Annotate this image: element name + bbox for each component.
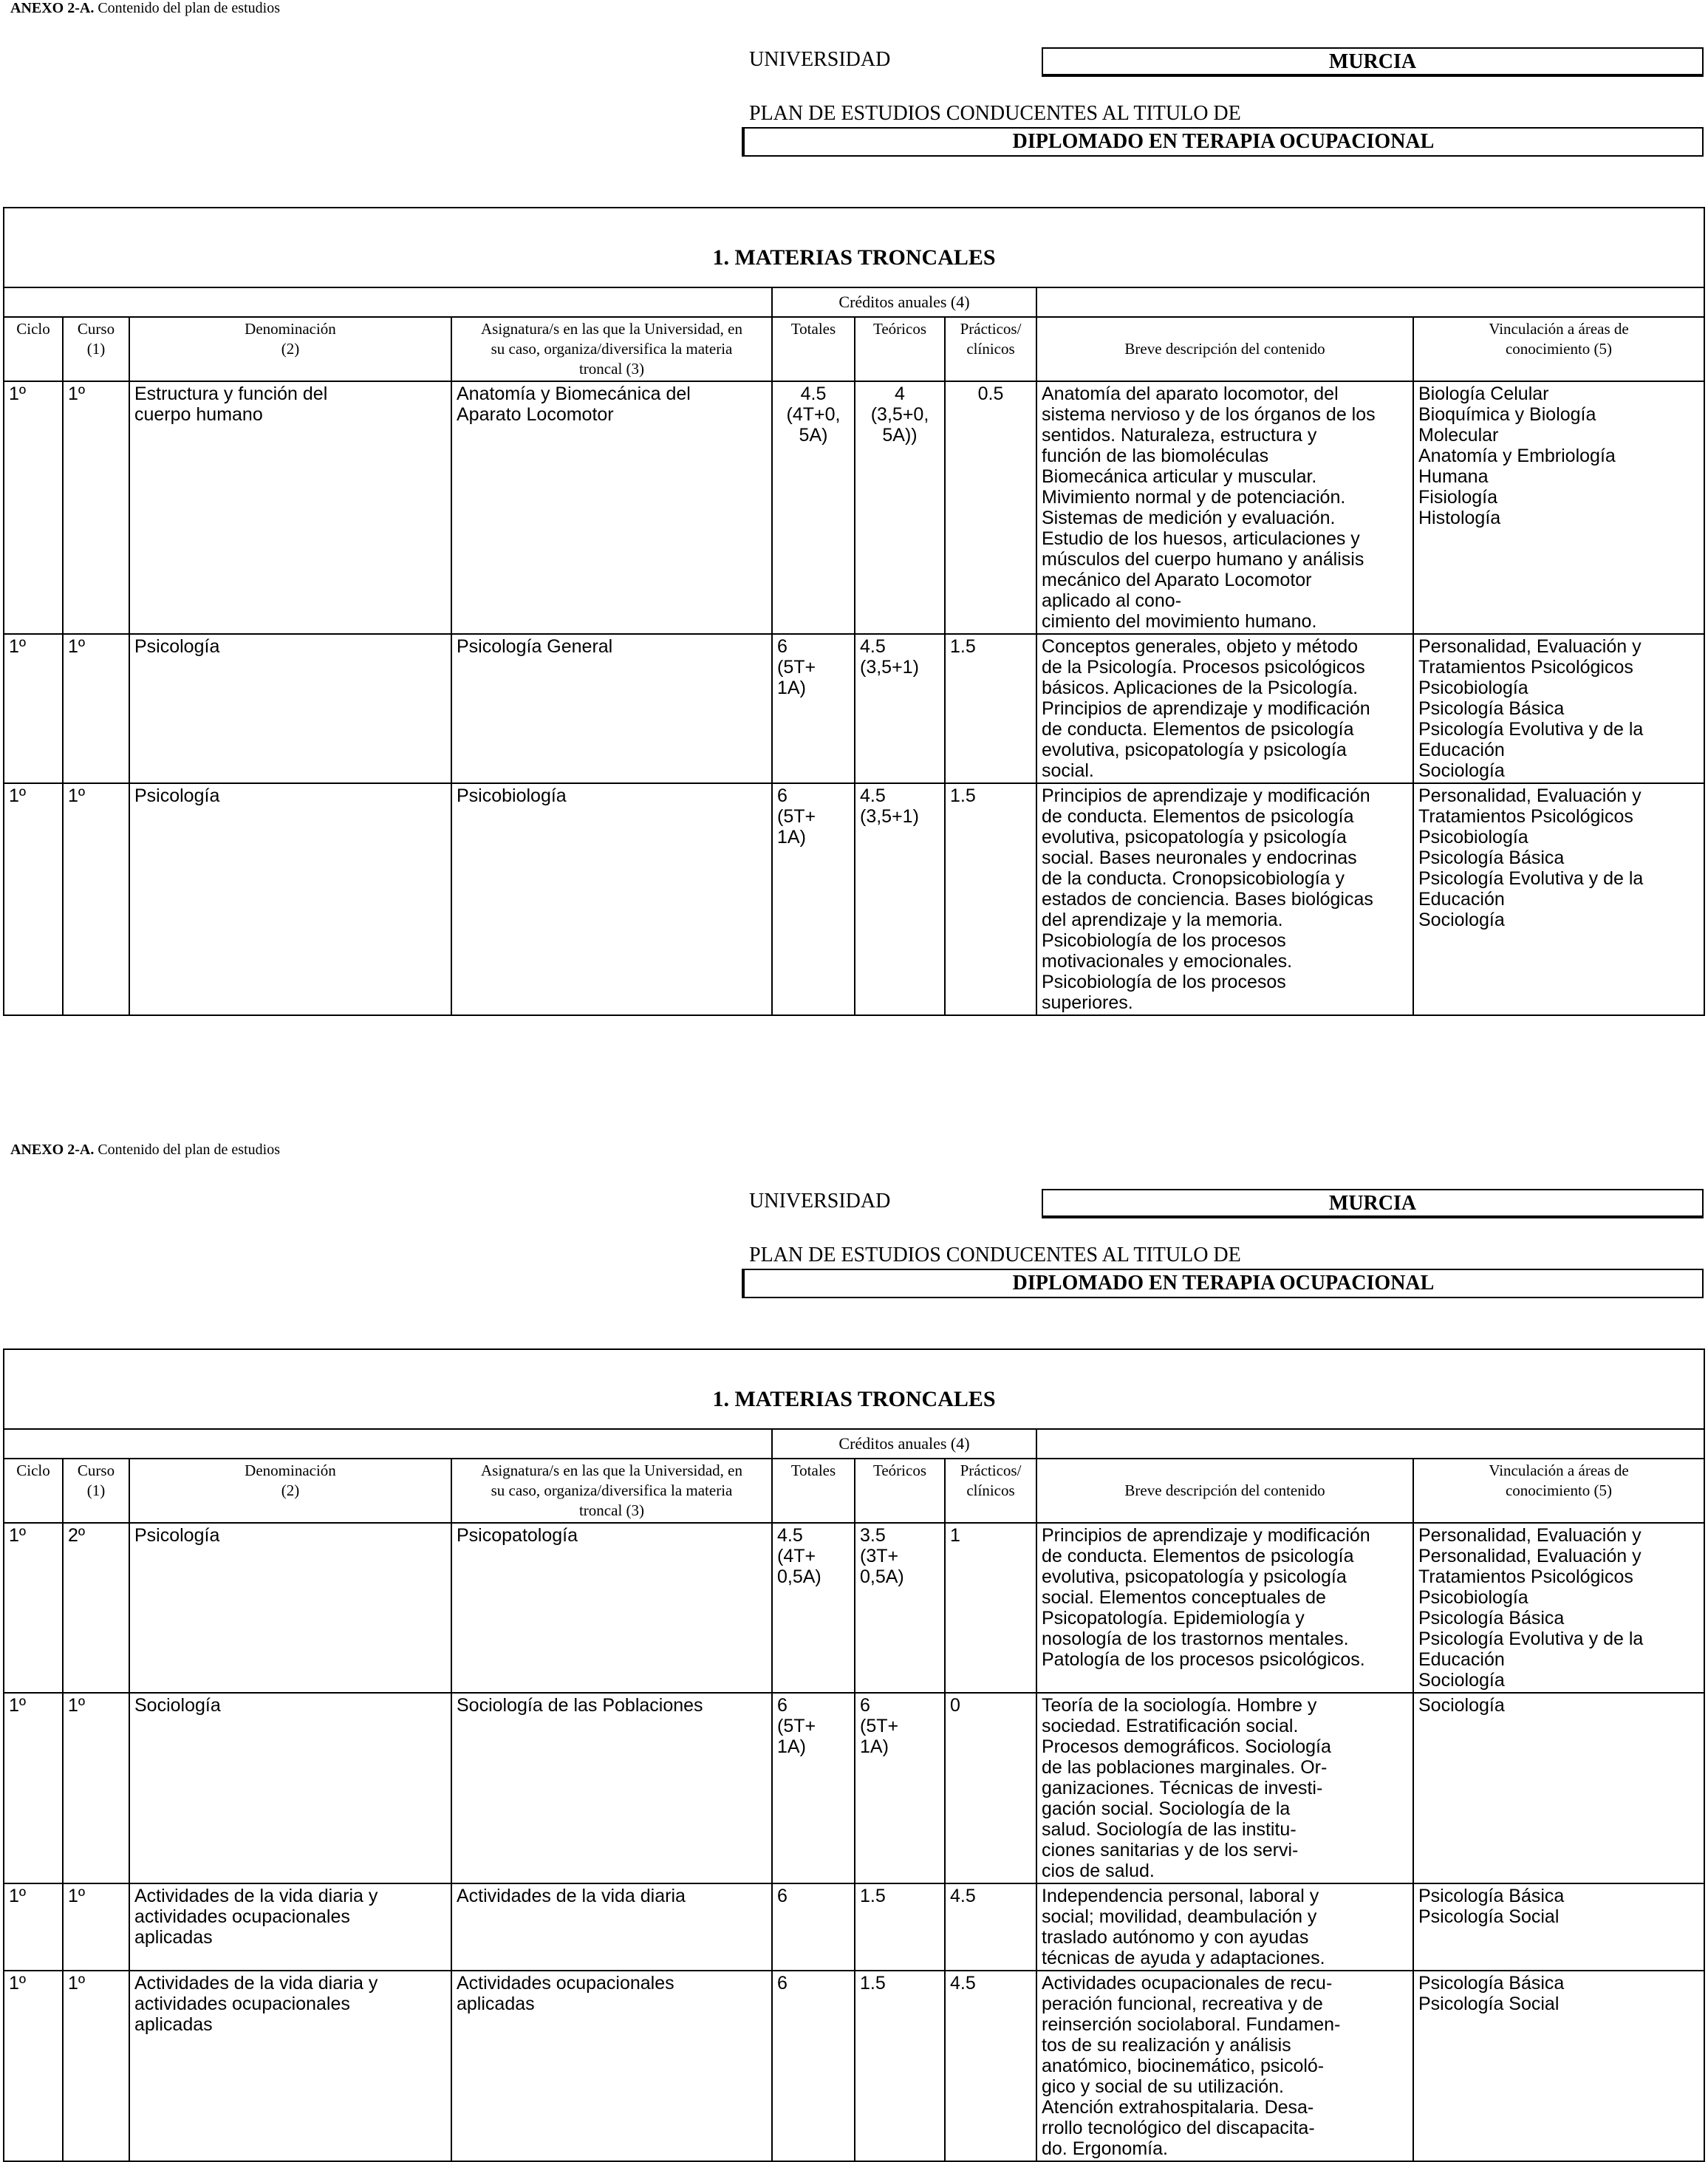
table-row — [4, 1971, 1704, 2161]
cell-totales — [772, 381, 855, 634]
cell-teoricos — [855, 783, 945, 1015]
cell-descripcion-line: salud. Sociología de las institu- — [1042, 1819, 1297, 1840]
cell-teoricos-line: (3,5+1) — [860, 657, 919, 678]
cell-descripcion-line: peración funcional, recreativa y de — [1042, 1994, 1323, 2014]
header-line: Asignatura/s en las que la Universidad, en — [481, 320, 742, 338]
header-teoricos: Teóricos — [855, 1459, 945, 1523]
cell-vinculacion-line: Psicobiología — [1418, 1587, 1528, 1608]
header-line: Denominación — [245, 1462, 336, 1479]
header-line: (2) — [281, 340, 300, 358]
cell-teoricos-line: 6 — [860, 1695, 870, 1716]
cell-vinculacion-line: Psicología Social — [1418, 1994, 1560, 2014]
cell-descripcion-line: estados de conciencia. Bases biológicas — [1042, 889, 1373, 910]
header-blank-right — [1036, 287, 1704, 317]
cell-descripcion-line: del aprendizaje y la memoria. — [1042, 910, 1283, 930]
cell-vinculacion — [1413, 1523, 1704, 1693]
cell-descripcion-line: básicos. Aplicaciones de la Psicología. — [1042, 678, 1359, 698]
cell-asignatura-line: Aparato Locomotor — [457, 404, 614, 425]
cell-totales — [772, 1693, 855, 1883]
header-line: su caso, organiza/diversifica la materia — [491, 1481, 733, 1499]
cell-totales-line: 6 — [777, 1695, 788, 1716]
plan-label: PLAN DE ESTUDIOS CONDUCENTES AL TITULO DE — [749, 102, 1241, 125]
header-totales: Totales — [772, 317, 855, 381]
cell-descripcion — [1036, 1971, 1413, 2161]
cell-descripcion — [1036, 1883, 1413, 1971]
header-descripcion: Breve descripción del contenido — [1036, 1459, 1413, 1523]
cell-ciclo: 1º — [4, 1971, 63, 2161]
cell-vinculacion — [1413, 783, 1704, 1015]
cell-vinculacion-line: Bioquímica y Biología — [1418, 404, 1596, 425]
cell-descripcion-line: Estudio de los huesos, articulaciones y — [1042, 528, 1360, 549]
cell-ciclo: 1º — [4, 1693, 63, 1883]
cell-asignatura — [451, 381, 772, 634]
cell-descripcion-line: Mivimiento normal y de potenciación. — [1042, 487, 1346, 508]
table-row — [4, 1883, 1704, 1971]
creditos-anuales-header: Créditos anuales (4) — [772, 287, 1036, 317]
cell-curso: 1º — [63, 381, 129, 634]
cell-totales — [772, 1883, 855, 1971]
header-line: Vinculación a áreas de — [1489, 320, 1629, 338]
cell-descripcion-line: Teoría de la sociología. Hombre y — [1042, 1695, 1317, 1716]
cell-denominacion-line: actividades ocupacionales — [134, 1994, 350, 2014]
cell-curso: 1º — [63, 1883, 129, 1971]
cell-denominacion — [129, 1693, 451, 1883]
cell-descripcion-line: sentidos. Naturaleza, estructura y — [1042, 425, 1317, 446]
cell-descripcion-line: social; movilidad, deambulación y — [1042, 1906, 1317, 1927]
cell-descripcion-line: Biomecánica articular y muscular. — [1042, 466, 1317, 487]
header-denominacion — [129, 317, 451, 381]
cell-totales-line: 1A) — [777, 827, 806, 848]
cell-vinculacion-line: Molecular — [1418, 425, 1499, 446]
section-title-row — [4, 208, 1704, 287]
cell-asignatura — [451, 1693, 772, 1883]
header-line: (1) — [86, 1481, 106, 1499]
header-teoricos: Teóricos — [855, 317, 945, 381]
cell-descripcion-line: de conducta. Elementos de psicología — [1042, 1546, 1354, 1566]
cell-practicos — [945, 1693, 1036, 1883]
cell-totales-line: 6 — [777, 636, 788, 657]
cell-vinculacion-line: Fisiología — [1418, 487, 1497, 508]
cell-denominacion-line: Psicología — [134, 636, 220, 657]
materias-troncales-table — [3, 207, 1705, 1016]
header-line: clínicos — [966, 340, 1015, 358]
header-ciclo: Ciclo — [4, 317, 63, 381]
cell-descripcion-line: Principios de aprendizaje y modificación — [1042, 698, 1370, 719]
cell-vinculacion-line: Histología — [1418, 508, 1501, 528]
cell-denominacion-line: cuerpo humano — [134, 404, 263, 425]
cell-vinculacion-line: Psicología Básica — [1418, 698, 1565, 719]
section-title: 1. MATERIAS TRONCALES — [4, 1349, 1704, 1429]
cell-teoricos — [855, 1883, 945, 1971]
cell-curso: 2º — [63, 1523, 129, 1693]
cell-descripcion-line: Actividades ocupacionales de recu- — [1042, 1973, 1333, 1994]
universidad-value: MURCIA — [1042, 1189, 1704, 1218]
cell-descripcion-line: nosología de los trastornos mentales. — [1042, 1629, 1349, 1649]
cell-vinculacion-line: Sociología — [1418, 760, 1505, 781]
header-practicos — [945, 1459, 1036, 1523]
cell-vinculacion-line: Educación — [1418, 1649, 1505, 1670]
cell-descripcion-line: Conceptos generales, objeto y método — [1042, 636, 1359, 657]
cell-descripcion-line: superiores. — [1042, 992, 1133, 1013]
header-line: Curso — [77, 1462, 115, 1479]
cell-denominacion-line: Actividades de la vida diaria y — [134, 1886, 378, 1906]
cell-teoricos-line: 1.5 — [860, 1886, 886, 1906]
cell-teoricos — [855, 1971, 945, 2161]
cell-vinculacion — [1413, 634, 1704, 783]
header-line: troncal (3) — [578, 1501, 645, 1519]
cell-descripcion — [1036, 1523, 1413, 1693]
header-line: (2) — [281, 1481, 300, 1499]
cell-descripcion-line: evolutiva, psicopatología y psicología — [1042, 1566, 1347, 1587]
header-line: troncal (3) — [578, 360, 645, 378]
cell-totales-line: 6 — [777, 1973, 788, 1994]
cell-practicos — [945, 783, 1036, 1015]
cell-descripcion-line: de conducta. Elementos de psicología — [1042, 806, 1354, 827]
header-line: Denominación — [245, 320, 336, 338]
cell-descripcion-line: aplicado al cono- — [1042, 590, 1182, 611]
document-page-2 — [0, 1142, 1708, 2159]
cell-asignatura-line: Psicopatología — [457, 1525, 578, 1546]
degree-title: DIPLOMADO EN TERAPIA OCUPACIONAL — [742, 1269, 1704, 1298]
cell-practicos — [945, 381, 1036, 634]
cell-totales-line: (5T+ — [777, 657, 816, 678]
cell-teoricos-line: (3T+ — [860, 1546, 899, 1566]
cell-denominacion — [129, 1971, 451, 2161]
cell-descripcion — [1036, 381, 1413, 634]
cell-asignatura — [451, 783, 772, 1015]
cell-vinculacion-line: Psicobiología — [1418, 678, 1528, 698]
cell-vinculacion-line: Tratamientos Psicológicos — [1418, 1566, 1633, 1587]
cell-descripcion-line: ciones sanitarias y de los servi- — [1042, 1840, 1299, 1861]
cell-vinculacion-line: Psicología Evolutiva y de la — [1418, 719, 1644, 740]
cell-teoricos-line: (3,5+0, — [870, 404, 929, 425]
cell-totales-line: 6 — [777, 1886, 788, 1906]
cell-descripcion-line: de la conducta. Cronopsicobiología y — [1042, 868, 1345, 889]
cell-asignatura-line: aplicadas — [457, 1994, 535, 2014]
cell-asignatura-line: Actividades ocupacionales — [457, 1973, 674, 1994]
cell-descripcion-line: Atención extrahospitalaria. Desa- — [1042, 2097, 1314, 2118]
cell-practicos — [945, 1523, 1036, 1693]
cell-descripcion-line: anatómico, biocinemático, psicoló- — [1042, 2056, 1325, 2076]
degree-title: DIPLOMADO EN TERAPIA OCUPACIONAL — [742, 127, 1704, 157]
cell-vinculacion-line: Sociología — [1418, 1695, 1505, 1716]
cell-denominacion-line: Sociología — [134, 1695, 221, 1716]
cell-descripcion-line: reinserción sociolaboral. Fundamen- — [1042, 2014, 1341, 2035]
header-curso — [63, 317, 129, 381]
cell-denominacion — [129, 634, 451, 783]
cell-teoricos — [855, 634, 945, 783]
annex-header — [10, 1142, 280, 1159]
cell-teoricos-line: 4.5 — [860, 785, 886, 806]
cell-totales — [772, 1971, 855, 2161]
cell-descripcion-line: gación social. Sociología de la — [1042, 1798, 1291, 1819]
cell-denominacion — [129, 1883, 451, 1971]
cell-descripcion-line: traslado autónomo y con ayudas — [1042, 1927, 1309, 1948]
cell-totales-line: 0,5A) — [777, 1566, 821, 1587]
cell-practicos-line: 1.5 — [950, 636, 976, 657]
cell-asignatura — [451, 634, 772, 783]
cell-denominacion-line: Psicología — [134, 785, 220, 806]
materias-troncales-table — [3, 1348, 1705, 2162]
cell-totales-line: 1A) — [777, 1736, 806, 1757]
cell-totales — [772, 634, 855, 783]
section-title: 1. MATERIAS TRONCALES — [4, 208, 1704, 287]
cell-descripcion-line: social. — [1042, 760, 1094, 781]
cell-descripcion — [1036, 634, 1413, 783]
cell-descripcion-line: ganizaciones. Técnicas de investi- — [1042, 1778, 1323, 1798]
cell-vinculacion — [1413, 1883, 1704, 1971]
annex-description: Contenido del plan de estudios — [94, 1142, 280, 1158]
header-ciclo: Ciclo — [4, 1459, 63, 1523]
cell-teoricos — [855, 1693, 945, 1883]
cell-asignatura-line: Psicología General — [457, 636, 613, 657]
cell-denominacion-line: actividades ocupacionales — [134, 1906, 350, 1927]
cell-descripcion-line: social. Bases neuronales y endocrinas — [1042, 848, 1357, 868]
header-line: conocimiento (5) — [1505, 1481, 1613, 1499]
universidad-value: MURCIA — [1042, 47, 1704, 77]
header-line: su caso, organiza/diversifica la materia — [491, 340, 733, 358]
cell-asignatura — [451, 1883, 772, 1971]
cell-descripcion-line: Sistemas de medición y evaluación. — [1042, 508, 1336, 528]
cell-descripcion-line: Psicobiología de los procesos — [1042, 930, 1286, 951]
table-row — [4, 1693, 1704, 1883]
cell-teoricos-line: 4 — [895, 383, 905, 404]
cell-practicos — [945, 634, 1036, 783]
table-row — [4, 381, 1704, 634]
cell-descripcion-line: Principios de aprendizaje y modificación — [1042, 1525, 1370, 1546]
cell-totales-line: (4T+ — [777, 1546, 816, 1566]
cell-ciclo: 1º — [4, 634, 63, 783]
cell-teoricos — [855, 381, 945, 634]
cell-vinculacion-line: Tratamientos Psicológicos — [1418, 806, 1633, 827]
cell-descripcion-line: mecánico del Aparato Locomotor — [1042, 570, 1312, 590]
cell-vinculacion-line: Personalidad, Evaluación y — [1418, 1525, 1642, 1546]
cell-descripcion-line: social. Elementos conceptuales de — [1042, 1587, 1326, 1608]
cell-teoricos-line: (5T+ — [860, 1716, 899, 1736]
cell-vinculacion — [1413, 1971, 1704, 2161]
credits-header-row — [4, 287, 1704, 317]
cell-descripcion-line: do. Ergonomía. — [1042, 2138, 1168, 2159]
cell-descripcion-line: técnicas de ayuda y adaptaciones. — [1042, 1948, 1325, 1968]
header-totales: Totales — [772, 1459, 855, 1523]
cell-vinculacion-line: Sociología — [1418, 1670, 1505, 1691]
header-blank-right — [1036, 1429, 1704, 1459]
cell-teoricos-line: 1A) — [860, 1736, 889, 1757]
header-line: Prácticos/ — [960, 320, 1022, 338]
cell-descripcion-line: Procesos demográficos. Sociología — [1042, 1736, 1331, 1757]
cell-totales-line: 5A) — [799, 425, 828, 446]
cell-asignatura-line: Anatomía y Biomecánica del — [457, 383, 691, 404]
cell-ciclo: 1º — [4, 381, 63, 634]
cell-descripcion-line: de las poblaciones marginales. Or- — [1042, 1757, 1328, 1778]
cell-vinculacion-line: Personalidad, Evaluación y — [1418, 785, 1642, 806]
cell-descripcion-line: Anatomía del aparato locomotor, del — [1042, 383, 1339, 404]
cell-denominacion-line: aplicadas — [134, 2014, 213, 2035]
cell-descripcion — [1036, 1693, 1413, 1883]
cell-descripcion-line: sociedad. Estratificación social. — [1042, 1716, 1299, 1736]
column-header-row — [4, 1459, 1704, 1523]
cell-practicos-line: 1 — [950, 1525, 960, 1546]
cell-teoricos-line: 0,5A) — [860, 1566, 904, 1587]
header-line: clínicos — [966, 1481, 1015, 1499]
cell-denominacion-line: Actividades de la vida diaria y — [134, 1973, 378, 1994]
universidad-label: UNIVERSIDAD — [749, 48, 891, 71]
cell-vinculacion-line: Psicobiología — [1418, 827, 1528, 848]
header-asignatura — [451, 1459, 772, 1523]
cell-totales-line: 6 — [777, 785, 788, 806]
cell-vinculacion-line: Psicología Básica — [1418, 1973, 1565, 1994]
credits-header-row — [4, 1429, 1704, 1459]
cell-practicos-line: 4.5 — [950, 1886, 976, 1906]
cell-vinculacion-line: Humana — [1418, 466, 1489, 487]
cell-asignatura-line: Sociología de las Poblaciones — [457, 1695, 703, 1716]
header-line: conocimiento (5) — [1505, 340, 1613, 358]
header-denominacion — [129, 1459, 451, 1523]
cell-totales-line: (5T+ — [777, 1716, 816, 1736]
cell-practicos-line: 0 — [950, 1695, 960, 1716]
table-row — [4, 783, 1704, 1015]
cell-descripcion-line: de la Psicología. Procesos psicológicos — [1042, 657, 1365, 678]
cell-descripcion-line: evolutiva, psicopatología y psicología — [1042, 740, 1347, 760]
cell-curso: 1º — [63, 1693, 129, 1883]
cell-totales-line: (5T+ — [777, 806, 816, 827]
cell-descripcion-line: Independencia personal, laboral y — [1042, 1886, 1319, 1906]
cell-ciclo: 1º — [4, 783, 63, 1015]
cell-asignatura — [451, 1523, 772, 1693]
column-header-row — [4, 317, 1704, 381]
cell-denominacion-line: Estructura y función del — [134, 383, 328, 404]
cell-vinculacion-line: Psicología Evolutiva y de la — [1418, 868, 1644, 889]
cell-denominacion-line: aplicadas — [134, 1927, 213, 1948]
cell-descripcion-line: gico y social de su utilización. — [1042, 2076, 1284, 2097]
creditos-anuales-header: Créditos anuales (4) — [772, 1429, 1036, 1459]
cell-teoricos-line: 5A)) — [882, 425, 918, 446]
header-line: Asignatura/s en las que la Universidad, en — [481, 1462, 742, 1479]
table-row — [4, 1523, 1704, 1693]
cell-teoricos-line: 3.5 — [860, 1525, 886, 1546]
cell-teoricos-line: (3,5+1) — [860, 806, 919, 827]
cell-descripcion-line: músculos del cuerpo humano y análisis — [1042, 549, 1364, 570]
cell-descripcion-line: Psicobiología de los procesos — [1042, 972, 1286, 992]
annex-description: Contenido del plan de estudios — [94, 0, 280, 16]
cell-denominacion — [129, 783, 451, 1015]
document-page-1 — [0, 0, 1708, 1034]
cell-asignatura-line: Psicobiología — [457, 785, 567, 806]
cell-denominacion-line: Psicología — [134, 1525, 220, 1546]
cell-vinculacion-line: Psicología Básica — [1418, 1886, 1565, 1906]
cell-teoricos-line: 1.5 — [860, 1973, 886, 1994]
cell-descripcion-line: cimiento del movimiento humano. — [1042, 611, 1317, 632]
header-line: Vinculación a áreas de — [1489, 1462, 1629, 1479]
cell-practicos-line: 0.5 — [977, 383, 1004, 404]
plan-label: PLAN DE ESTUDIOS CONDUCENTES AL TITULO DE — [749, 1244, 1241, 1266]
cell-asignatura — [451, 1971, 772, 2161]
cell-vinculacion-line: Psicología Evolutiva y de la — [1418, 1629, 1644, 1649]
cell-vinculacion-line: Anatomía y Embriología — [1418, 446, 1616, 466]
cell-practicos-line: 4.5 — [950, 1973, 976, 1994]
cell-descripcion-line: Psicopatología. Epidemiología y — [1042, 1608, 1305, 1629]
cell-descripcion-line: Principios de aprendizaje y modificación — [1042, 785, 1370, 806]
cell-curso: 1º — [63, 634, 129, 783]
header-line: Curso — [77, 320, 115, 338]
cell-descripcion-line: evolutiva, psicopatología y psicología — [1042, 827, 1347, 848]
cell-totales-line: 4.5 — [777, 1525, 803, 1546]
universidad-label: UNIVERSIDAD — [749, 1190, 891, 1213]
header-blank-left — [4, 287, 772, 317]
cell-asignatura-line: Actividades de la vida diaria — [457, 1886, 686, 1906]
cell-totales — [772, 1523, 855, 1693]
cell-practicos — [945, 1971, 1036, 2161]
cell-vinculacion-line: Biología Celular — [1418, 383, 1549, 404]
cell-descripcion-line: motivacionales y emocionales. — [1042, 951, 1293, 972]
cell-totales-line: (4T+0, — [786, 404, 841, 425]
cell-descripcion-line: función de las biomoléculas — [1042, 446, 1269, 466]
header-vinculacion — [1413, 1459, 1704, 1523]
cell-practicos — [945, 1883, 1036, 1971]
header-line: Prácticos/ — [960, 1462, 1022, 1479]
cell-ciclo: 1º — [4, 1523, 63, 1693]
cell-totales — [772, 783, 855, 1015]
cell-totales-line: 4.5 — [800, 383, 827, 404]
cell-descripcion-line: Patología de los procesos psicológicos. — [1042, 1649, 1365, 1670]
header-practicos — [945, 317, 1036, 381]
cell-vinculacion-line: Educación — [1418, 889, 1505, 910]
cell-practicos-line: 1.5 — [950, 785, 976, 806]
cell-vinculacion-line: Sociología — [1418, 910, 1505, 930]
cell-vinculacion-line: Tratamientos Psicológicos — [1418, 657, 1633, 678]
cell-descripcion-line: rrollo tecnológico del discapacita- — [1042, 2118, 1315, 2138]
cell-descripcion-line: sistema nervioso y de los órganos de los — [1042, 404, 1376, 425]
cell-descripcion — [1036, 783, 1413, 1015]
cell-denominacion — [129, 381, 451, 634]
cell-descripcion-line: tos de su realización y análisis — [1042, 2035, 1291, 2056]
header-asignatura — [451, 317, 772, 381]
header-descripcion: Breve descripción del contenido — [1036, 317, 1413, 381]
cell-ciclo: 1º — [4, 1883, 63, 1971]
cell-denominacion — [129, 1523, 451, 1693]
cell-descripcion-line: de conducta. Elementos de psicología — [1042, 719, 1354, 740]
cell-vinculacion-line: Psicología Social — [1418, 1906, 1560, 1927]
annex-label: ANEXO 2-A. — [10, 1142, 95, 1158]
cell-teoricos — [855, 1523, 945, 1693]
table-row — [4, 634, 1704, 783]
header-curso — [63, 1459, 129, 1523]
section-title-row — [4, 1349, 1704, 1429]
cell-curso: 1º — [63, 783, 129, 1015]
annex-header — [10, 0, 280, 17]
cell-vinculacion — [1413, 1693, 1704, 1883]
cell-vinculacion — [1413, 381, 1704, 634]
cell-totales-line: 1A) — [777, 678, 806, 698]
cell-teoricos-line: 4.5 — [860, 636, 886, 657]
header-line: (1) — [86, 340, 106, 358]
cell-vinculacion-line: Personalidad, Evaluación y — [1418, 1546, 1642, 1566]
cell-vinculacion-line: Psicología Básica — [1418, 848, 1565, 868]
header-blank-left — [4, 1429, 772, 1459]
annex-label: ANEXO 2-A. — [10, 0, 95, 16]
cell-vinculacion-line: Educación — [1418, 740, 1505, 760]
cell-descripcion-line: cios de salud. — [1042, 1861, 1155, 1881]
cell-vinculacion-line: Personalidad, Evaluación y — [1418, 636, 1642, 657]
cell-curso: 1º — [63, 1971, 129, 2161]
cell-vinculacion-line: Psicología Básica — [1418, 1608, 1565, 1629]
header-vinculacion — [1413, 317, 1704, 381]
